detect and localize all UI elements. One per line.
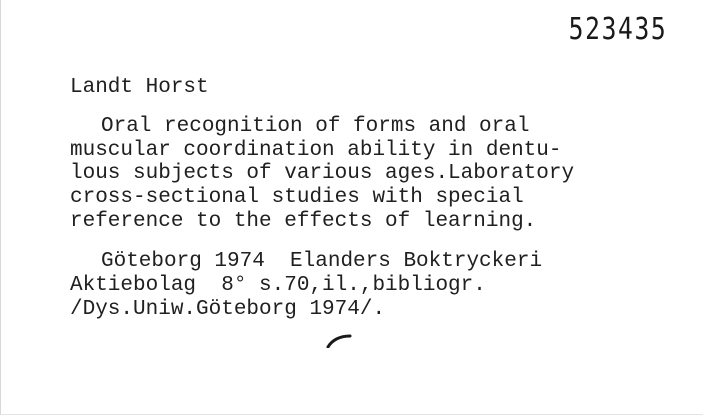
title-line: lous subjects of various ages.Laboratory	[70, 162, 575, 185]
catalog-number: 523435	[568, 12, 667, 47]
imprint-line: Göteborg 1974 Elanders Boktryckeri	[101, 250, 543, 273]
title-line: Oral recognition of forms and oral	[101, 115, 530, 138]
title-line: muscular coordination ability in dentu-	[70, 139, 562, 162]
ink-mark	[326, 334, 352, 348]
title-line: reference to the effects of learning.	[70, 210, 537, 233]
imprint-line: /Dys.Uniw.Göteborg 1974/.	[70, 298, 386, 321]
author-name: Landt Horst	[70, 76, 209, 99]
title-line: cross-sectional studies with special	[70, 186, 524, 209]
imprint-line: Aktiebolag 8° s.70,il.,bibliogr.	[70, 274, 486, 297]
